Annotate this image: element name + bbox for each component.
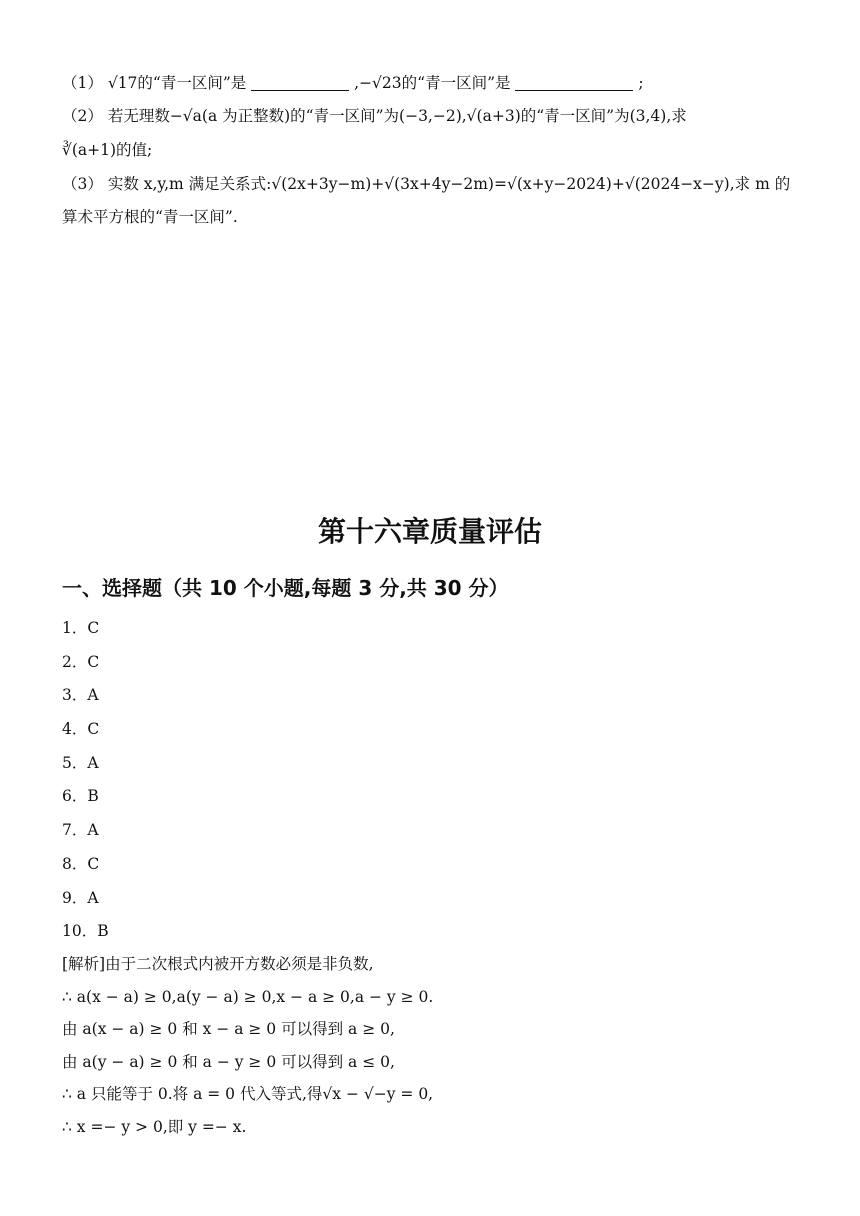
question-2 bbox=[62, 105, 687, 127]
answer-number: 2． bbox=[62, 652, 88, 671]
answer-number: 5． bbox=[62, 753, 88, 772]
list-item bbox=[62, 651, 109, 685]
question-3-label: （3） bbox=[62, 175, 103, 193]
answer-number: 9． bbox=[62, 888, 88, 907]
answer-number: 7． bbox=[62, 821, 88, 840]
section-heading: 一、选择题（共 10 个小题,每题 3 分,共 30 分） bbox=[62, 576, 509, 600]
question-3-text: 实数 x,y,m 满足关系式:√(2x+3y−m)+√(3x+4y−2m)=√(x+y−2024)+√(2024−x−y),求 m 的 bbox=[107, 175, 791, 193]
answer-value: A bbox=[87, 753, 99, 772]
answer-value: B bbox=[97, 922, 109, 941]
answer-value: A bbox=[87, 686, 99, 705]
question-1 bbox=[62, 72, 644, 94]
solution-line: ∴ x =− y > 0,即 y =− x. bbox=[62, 1117, 247, 1136]
answer-value: A bbox=[87, 888, 99, 907]
question-3-text-cont: 算术平方根的“青一区间”. bbox=[62, 208, 238, 226]
answer-number: 8． bbox=[62, 854, 88, 873]
list-item bbox=[62, 684, 109, 718]
answer-value: A bbox=[87, 821, 99, 840]
list-item bbox=[62, 617, 109, 651]
question-2-text-cont: ∛(a+1)的值; bbox=[62, 141, 153, 159]
answer-number: 10． bbox=[62, 922, 98, 941]
solution-line: 由 a(y − a) ≥ 0 和 a − y ≥ 0 可以得到 a ≤ 0, bbox=[62, 1052, 395, 1071]
chapter-title: 第十六章质量评估 bbox=[317, 515, 542, 548]
answer-number: 3． bbox=[62, 686, 88, 705]
list-item bbox=[62, 752, 109, 786]
answer-blank-1[interactable] bbox=[251, 74, 349, 91]
question-3 bbox=[62, 173, 790, 195]
answer-value: C bbox=[87, 652, 100, 671]
question-2-label: （2） bbox=[62, 107, 103, 125]
solution-line: ∴ a(x − a) ≥ 0,a(y − a) ≥ 0,x − a ≥ 0,a − y ≥ 0. bbox=[62, 987, 434, 1006]
solution-line: ∴ a 只能等于 0.将 a = 0 代入等式,得√x − √−y = 0, bbox=[62, 1085, 434, 1103]
question-2-text: 若无理数−√a(a 为正整数)的“青一区间”为(−3,−2),√(a+3)的“青一区间”为(3,4),求 bbox=[107, 107, 687, 125]
question-1-text-a: √17的“青一区间”是 bbox=[107, 74, 247, 92]
list-item bbox=[62, 853, 109, 887]
question-1-text-c: ; bbox=[638, 74, 644, 92]
question-2-continuation bbox=[62, 139, 152, 161]
answer-value: C bbox=[87, 720, 100, 739]
answer-value: B bbox=[87, 787, 99, 806]
answer-value: C bbox=[87, 854, 100, 873]
answer-number: 1． bbox=[62, 619, 88, 637]
list-item bbox=[62, 920, 109, 954]
list-item bbox=[62, 718, 109, 752]
list-item bbox=[62, 887, 109, 921]
question-1-label: （1） bbox=[62, 74, 103, 92]
answer-list bbox=[62, 617, 109, 954]
question-1-text-b: ,−√23的“青一区间”是 bbox=[354, 74, 511, 92]
answer-value: C bbox=[87, 619, 100, 637]
list-item bbox=[62, 819, 109, 853]
solution-line: [解析]由于二次根式内被开方数必须是非负数, bbox=[62, 955, 374, 973]
answer-number: 6． bbox=[62, 787, 88, 806]
answer-blank-2[interactable] bbox=[515, 74, 633, 91]
solution-explanation bbox=[62, 953, 433, 1148]
list-item bbox=[62, 785, 109, 819]
answer-number: 4． bbox=[62, 720, 88, 739]
solution-line: 由 a(x − a) ≥ 0 和 x − a ≥ 0 可以得到 a ≥ 0, bbox=[62, 1020, 395, 1038]
question-3-continuation bbox=[62, 206, 238, 228]
